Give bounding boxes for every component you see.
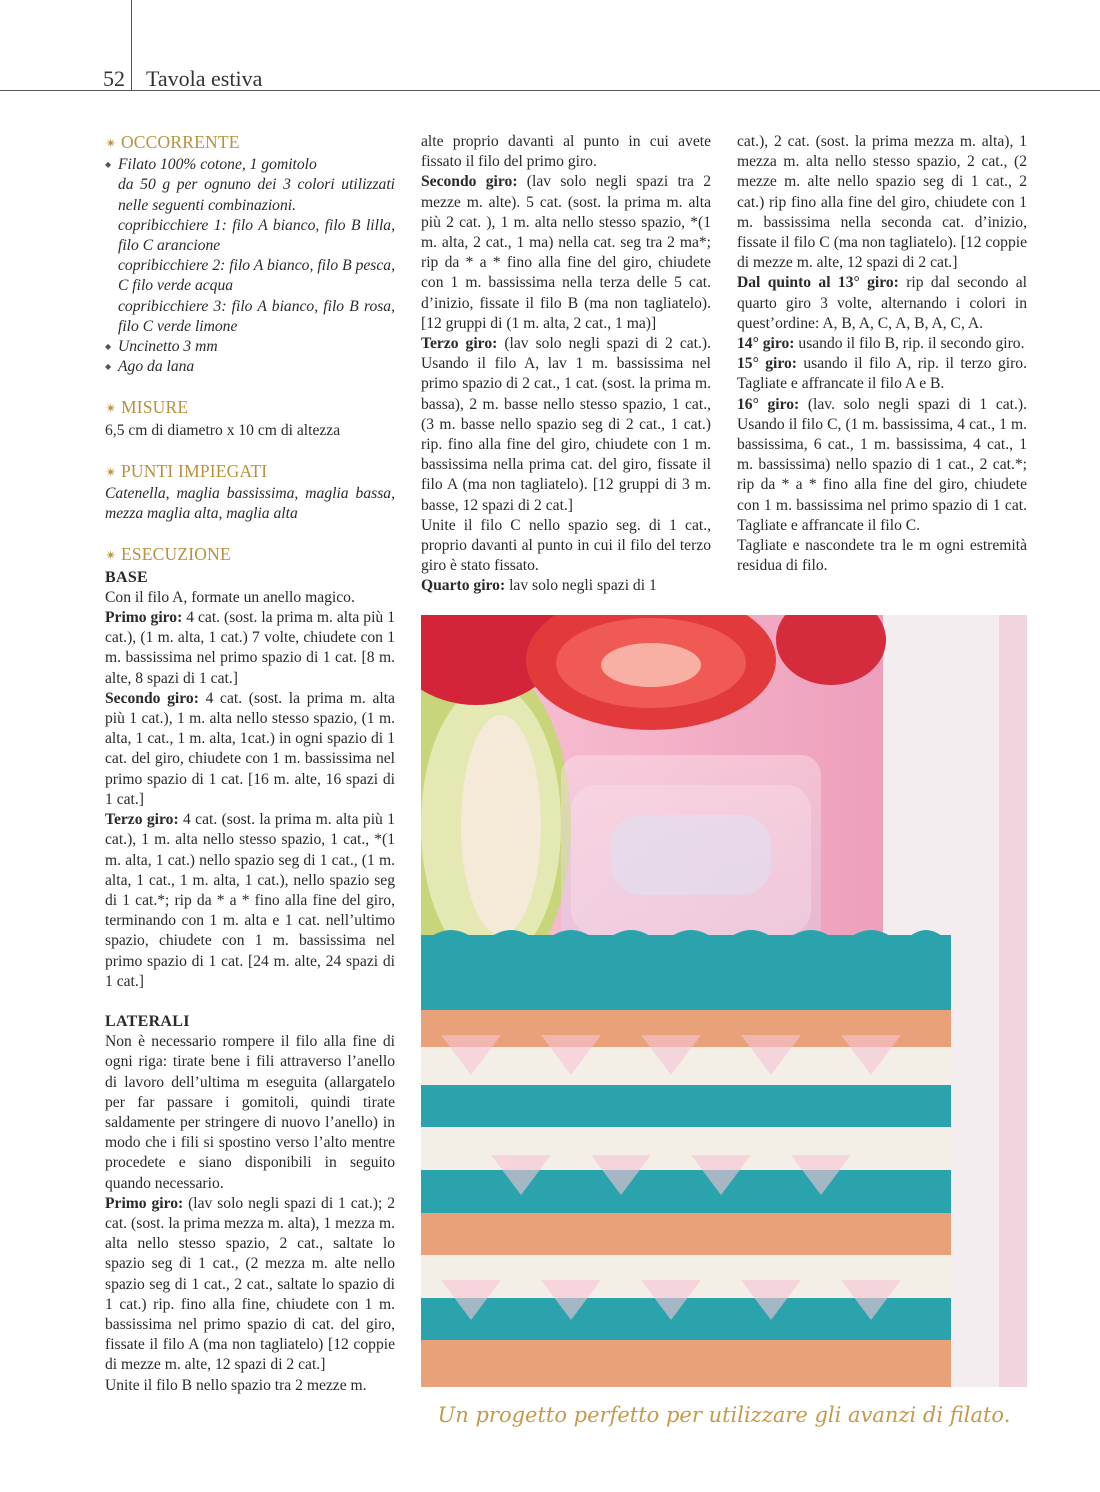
text-column-3 xyxy=(737,132,1027,576)
subheading-base: BASE xyxy=(105,568,148,586)
list-item: ◆ Filato 100% cotone, 1 gomitolo xyxy=(105,155,395,175)
product-photo xyxy=(421,615,1027,1387)
list-item: ◆ Ago da lana xyxy=(105,357,395,377)
running-header: Tavola estiva xyxy=(146,66,263,91)
combination-3: copribicchiere 3: filo A bianco, filo B rosa, filo C verde limone xyxy=(118,297,395,335)
side-round-14: 14° giro: usando il filo B, rip. il secondo giro. xyxy=(737,335,1025,353)
section-heading-punti: ✴ PUNTI IMPIEGATI xyxy=(105,460,268,481)
side-round-2: Secondo giro: (lav solo negli spazi tra 2 mezze m. alte). 5 cat. (sost. la prima m. alta più 2 cat. ), 1 m. alta nello stesso spazio, *(1 m. alta, 2 cat., 1 ma) nella cat. seg tra 2 ma*; rip da * a * fino alla fine del giro, chiudete con 1 m. bassissima nella terza delle 5 cat. d’inizio, fissate il filo B (ma non tagliatelo). [12 gruppi di (1 m. alta, 2 cat., 1 ma)] xyxy=(421,173,711,332)
base-intro: Con il filo A, formate un anello magico. xyxy=(105,588,355,606)
continued-text: alte proprio davanti al punto in cui avete fissato il filo del primo giro. xyxy=(421,133,711,171)
laterali-intro: Non è necessario rompere il filo alla fine di ogni riga: tirate bene i fili attraverso l’anello di lavoro dell’ultima m eseguita (allargatelo per far passare i gomitoli, quindi tirate saldamente per stringere di nuovo l’anello) in modo che i fili si spostino verso l’alto mentre procedete e siano disponibili in seguito quando necessario. xyxy=(105,1033,395,1192)
continued-text: cat.), 2 cat. (sost. la prima mezza m. alta), 1 mezza m. alta nello stesso spazio, 2 cat., (2 mezze m. alte nello spazio seg di 1 cat., 2 cat.) rip fino alla fine del giro, chiudete con 1 m. bassissima nella seconda cat. d’inizio, fissate il filo C (ma non tagliatelo). [12 coppie di mezze m. alte, 12 spazi di 2 cat.] xyxy=(737,133,1027,272)
side-round-3-join: Unite il filo C nello spazio seg. di 1 cat., proprio davanti al punto in cui il filo del terzo giro è stato fissato. xyxy=(421,516,711,575)
text-column-1 xyxy=(105,132,395,1396)
side-round-4: Quarto giro: lav solo negli spazi di 1 xyxy=(421,577,657,595)
star-icon: ✴ xyxy=(105,137,117,152)
tools-list xyxy=(105,337,395,377)
finishing-text: Tagliate e nascondete tra le m ogni estremità residua di filo. xyxy=(737,537,1027,575)
misure-text: 6,5 cm di diametro x 10 cm di altezza xyxy=(105,421,341,439)
section-heading-occorrente: ✴ OCCORRENTE xyxy=(105,132,240,152)
base-round-3: Terzo giro: 4 cat. (sost. la prima m. alta più 1 cat.), 1 m. alta nello stesso spazio, 1 cat., *(1 m. alta, 1 cat.) nello spazio seg di 1 cat., (1 m. alta, 1 cat., 1 m. alta, 1 cat.), nello spazio seg di 1 cat.*; rip da * a * fino alla fine del giro, terminando con 1 m. alta e 1 cat. nell’ultimo spazio, chiudete con 1 m. bassissima nel primo spazio di 1 cat. [24 m. alte, 24 spazi di 1 cat.] xyxy=(105,811,396,990)
section-heading-misure: ✴ MISURE xyxy=(105,397,189,418)
base-round-1: Primo giro: 4 cat. (sost. la prima m. alta più 1 cat.), (1 m. alta, 1 cat.) 7 volte, chiudete con 1 m. bassissima nel primo spazio di 1 cat. [8 m. alte, 8 spazi di 1 cat.] xyxy=(105,609,395,687)
page-number: 52 xyxy=(103,66,125,91)
base-round-2: Secondo giro: 4 cat. (sost. la prima m. alta più 1 cat.), 1 m. alta nello stesso spazio, (1 m. alta, 1 cat., 1 m. alta, 1cat.) in ogni spazio di 1 cat. del giro, chiudete con 1 m. bassissima nel primo spazio di 1 cat. [16 m. alte, 16 spazi di 1 cat.] xyxy=(105,689,395,808)
materials-detail: da 50 g per ognuno dei 3 colori utilizzati nelle seguenti combinazioni. xyxy=(118,176,395,214)
combination-1: copribicchiere 1: filo A bianco, filo B lilla, filo C arancione xyxy=(118,216,395,255)
list-item: ◆ Uncinetto 3 mm xyxy=(105,337,395,357)
star-icon: ✴ xyxy=(105,549,117,565)
side-round-15: 15° giro: usando il filo A, rip. il terzo giro. Tagliate e affrancate il filo A e B. xyxy=(737,355,1027,393)
combination-2: copribicchiere 2: filo A bianco, filo B pesca, C filo verde acqua xyxy=(118,257,395,295)
side-round-1: Primo giro: (lav solo negli spazi di 1 cat.); 2 cat. (sost. la prima mezza m. alta), 1 mezza m. alta nello stesso spazio, 2 cat., saltate lo spazio seg di 1 cat., (2 mezza m. alte nello spazio seg di 1 cat., 2 cat., saltate lo spazio di 1 cat.) rip. fino alla fine, chiudete con 1 m. bassissima nel primo spazio di cat. del giro, fissate il filo A (ma non tagliatelo) [12 coppie di mezze m. alte, 12 spazi di 2 cat.] xyxy=(105,1194,395,1374)
side-round-16: 16° giro: (lav. solo negli spazi di 1 cat.). Usando il filo C, (1 m. bassissima, 4 cat., 1 m. bassissima, 6 cat., 1 m. bassissima, 4 cat., 1 m. bassissima) nello spazio di 1 cat., 2 cat.*; rip da * a * fino alla fine del giro, chiudete con 1 m. bassissima nel primo spazio di 1 cat. Tagliate e affrancate il filo C. xyxy=(737,395,1027,534)
header-vertical-rule xyxy=(131,0,132,90)
photo-caption: Un progetto perfetto per utilizzare gli avanzi di filato. xyxy=(437,1403,1011,1427)
crochet-glass-illustration xyxy=(421,615,1027,1387)
side-round-1-join: Unite il filo B nello spazio tra 2 mezze m. xyxy=(105,1376,367,1394)
side-rounds-5-13: Dal quinto al 13° giro: rip dal secondo al quarto giro 3 volte, alternando i colori in quest’ordine: A, B, A, C, A, B, A, C, A. xyxy=(737,274,1027,332)
side-round-3: Terzo giro: (lav solo negli spazi di 2 cat.). Usando il filo A, lav 1 m. bassissima nel primo spazio di 2 cat., 1 cat. (sost. la prima m. bassa), 2 m. basse nello stesso spazio, 1 cat., (3 m. basse nello spazio seg di 2 cat., 1 cat.) rip. fino alla fine del giro, chiudete con 1 m. bassissima nella prima cat. del giro, fissate il filo A (ma non tagliatelo). [12 gruppi di 3 m. basse, 12 spazi di 2 cat.] xyxy=(421,335,711,514)
punti-text: Catenella, maglia bassissima, maglia bassa, mezza maglia alta, maglia alta xyxy=(105,485,395,523)
subheading-laterali: LATERALI xyxy=(105,1012,190,1030)
section-heading-esecuzione: ✴ ESECUZIONE xyxy=(105,544,231,565)
text-column-2 xyxy=(421,132,711,597)
crochet-cover xyxy=(421,930,951,1387)
star-icon: ✴ xyxy=(105,465,117,481)
star-icon: ✴ xyxy=(105,402,117,418)
materials-list xyxy=(105,155,395,175)
